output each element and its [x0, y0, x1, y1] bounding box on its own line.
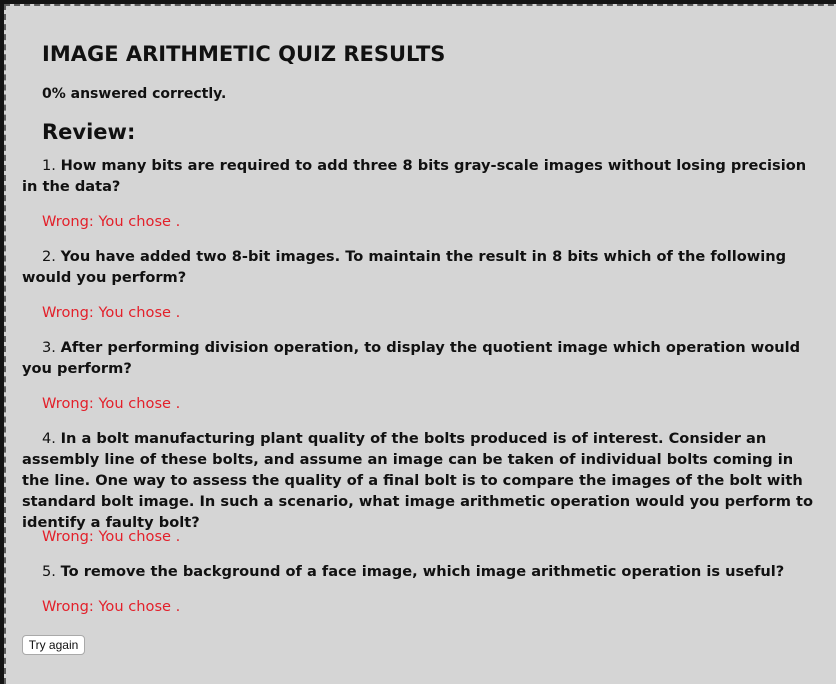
question-1-result: Wrong: You chose . — [42, 213, 181, 230]
question-number: 3. — [42, 339, 56, 356]
review-heading: Review: — [42, 120, 136, 144]
question-number: 5. — [42, 563, 56, 580]
question-text: To remove the background of a face image, which image arithmetic operation is useful? — [60, 563, 785, 580]
question-5-result: Wrong: You chose . — [42, 598, 181, 615]
question-3-result: Wrong: You chose . — [42, 395, 181, 412]
question-number: 2. — [42, 248, 56, 265]
question-2 — [22, 246, 822, 288]
question-text: In a bolt manufacturing plant quality of the bolts produced is of interest. Consider an assembly line of these bolts, and assume an image can be taken of individual bolts coming in the line. One way to assess the quality of a final bolt is to compare the images of the bolt with standard bolt image. In such a scenario, what image arithmetic operation would you perform to identify a faulty bolt? — [22, 430, 814, 531]
question-4-result: Wrong: You chose . — [42, 528, 181, 545]
question-2-result: Wrong: You chose . — [42, 304, 181, 321]
score-summary: 0% answered correctly. — [42, 86, 227, 102]
question-number: 1. — [42, 157, 56, 174]
page-title: IMAGE ARITHMETIC QUIZ RESULTS — [42, 42, 446, 66]
question-3 — [22, 337, 822, 379]
question-text: After performing division operation, to display the quotient image which operation would you perform? — [22, 339, 801, 377]
quiz-results-panel — [4, 4, 836, 684]
question-1 — [22, 155, 822, 197]
try-again-button[interactable]: Try again — [22, 635, 85, 655]
question-5 — [22, 561, 822, 582]
question-number: 4. — [42, 430, 56, 447]
question-text: How many bits are required to add three 8 bits gray-scale images without losing precision in the data? — [22, 157, 807, 195]
question-text: You have added two 8-bit images. To maintain the result in 8 bits which of the following would you perform? — [22, 248, 787, 286]
question-4 — [22, 428, 822, 533]
